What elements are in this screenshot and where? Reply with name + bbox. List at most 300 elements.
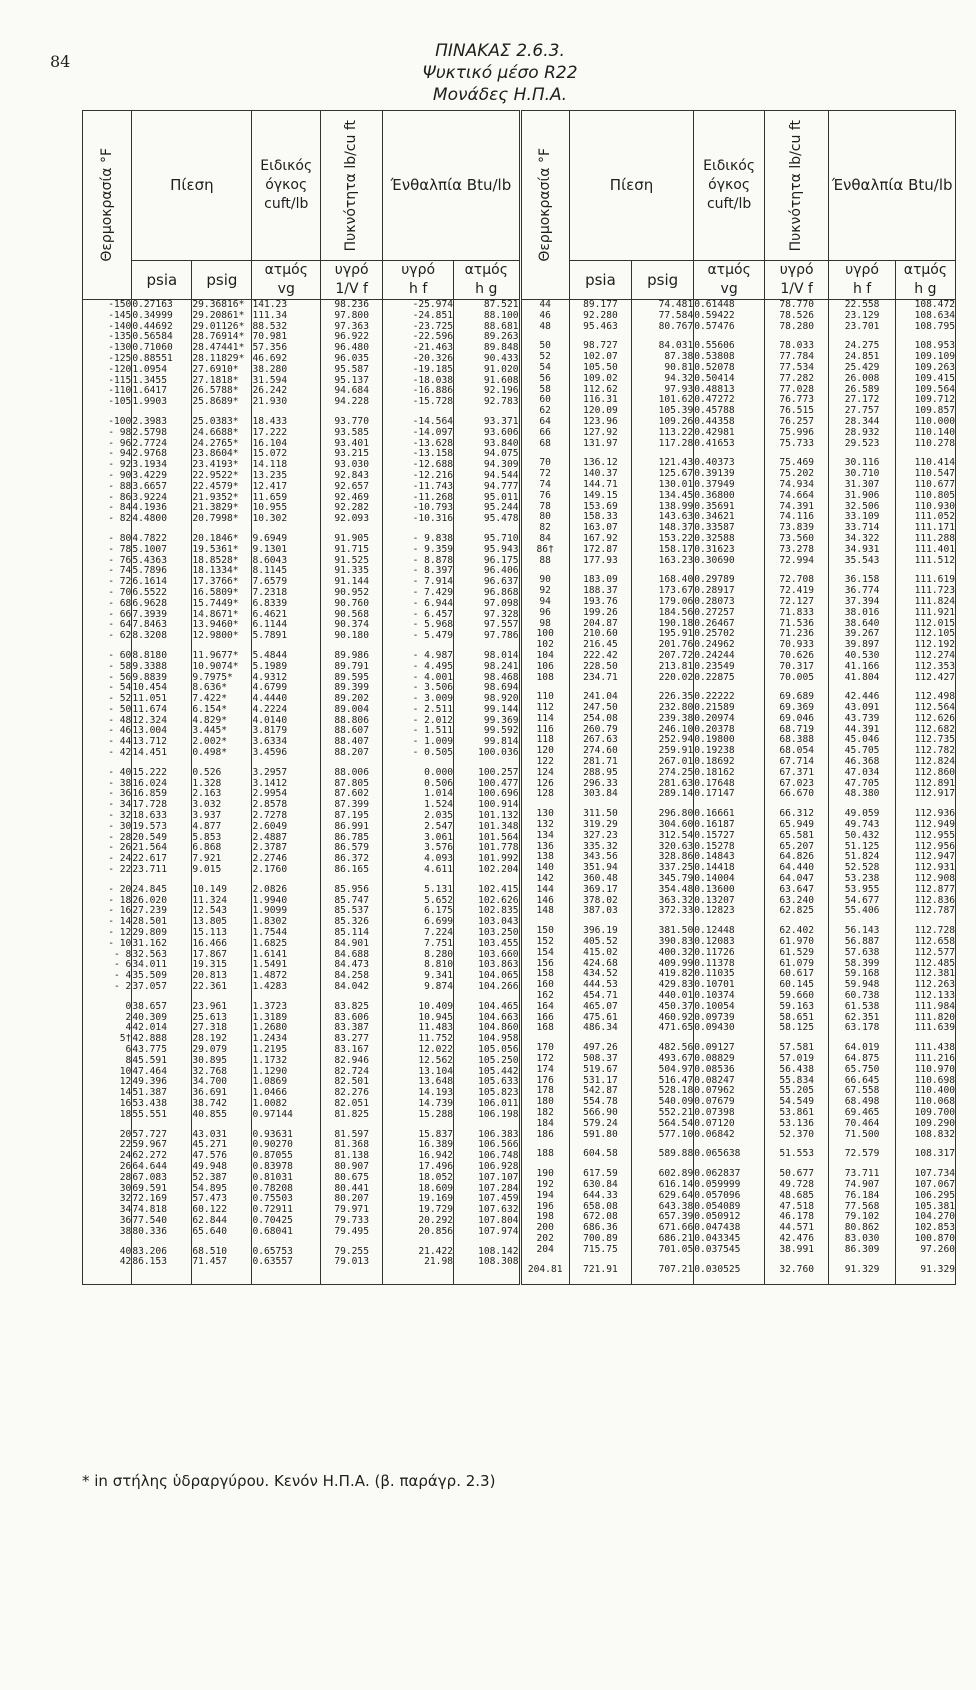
right-vapor-hg-header: ατμός h g (895, 261, 955, 300)
table-cell: 109.564 (914, 383, 955, 395)
table-cell: 90.180 (334, 630, 369, 642)
table-cell: 107.284 (478, 1182, 519, 1194)
table-cell: 686.21 (658, 1232, 694, 1244)
table-cell: 96.035 (334, 352, 369, 364)
table-cell: 111.288 (914, 532, 955, 544)
table-cell: 65.750 (844, 1063, 880, 1075)
table-cell: 58 (539, 383, 551, 395)
left-col-vf (321, 300, 383, 1285)
table-cell: 178 (536, 1085, 554, 1097)
table-cell: 39.897 (844, 639, 880, 651)
title-line-3: Μονάδες Η.Π.Α. (432, 85, 568, 105)
row-group (252, 651, 320, 759)
table-cell: 89.848 (483, 342, 519, 354)
table-cell: 591.80 (583, 1128, 618, 1140)
table-cell: 111.824 (914, 595, 955, 607)
table-cell: 30.116 (844, 457, 880, 469)
row-group (83, 534, 131, 642)
row-group (632, 809, 693, 917)
row-group (829, 341, 894, 449)
table-cell: - 7.914 (412, 576, 454, 588)
table-cell: 112.955 (914, 829, 955, 841)
left-enthalpy-header: Ένθαλπία Btu/lb (383, 111, 520, 261)
table-cell: 92 (539, 585, 551, 597)
table-cell: 15.288 (418, 1108, 454, 1120)
table-cell: 672.08 (583, 1211, 618, 1223)
table-cell: - 0.505 (412, 747, 454, 759)
table-cell: 105.633 (478, 1076, 519, 1088)
table-cell: 76.515 (779, 405, 814, 417)
table-cell: 58.651 (779, 1011, 814, 1023)
table-cell: 213.81 (658, 660, 694, 672)
table-cell: 88.681 (483, 320, 519, 332)
table-cell: 30 (119, 1182, 132, 1194)
table-cell: -19.185 (412, 363, 454, 375)
table-cell: 77.282 (779, 372, 814, 384)
table-cell: 70 (539, 457, 551, 469)
table-cell: 644.33 (583, 1189, 618, 1201)
table-cell: 86.579 (334, 842, 369, 854)
table-cell: 67.714 (779, 756, 814, 768)
table-cell: 281.71 (583, 756, 618, 768)
row-group (829, 1169, 894, 1255)
table-cell: 132 (536, 819, 554, 831)
table-cell: 13.104 (418, 1065, 454, 1077)
table-cell: 170 (536, 1042, 554, 1054)
table-cell: 172.87 (583, 543, 618, 555)
table-cell: 105.056 (478, 1044, 519, 1055)
left-col-psig (192, 300, 252, 1285)
table-cell: 24 (119, 1150, 132, 1162)
table-cell: 196 (536, 1200, 554, 1212)
table-cell: -24.851 (412, 309, 454, 321)
row-group (829, 692, 894, 800)
table-cell: 43.031 (192, 1128, 228, 1140)
left-density-header: Πυκνότητα lb/cu ft (321, 111, 383, 261)
table-cell: 106.383 (478, 1128, 519, 1140)
table-cell: 3.032 (192, 799, 222, 811)
table-cell: 22.4579* (192, 480, 239, 492)
table-cell: 70.464 (844, 1117, 880, 1129)
row-group (252, 417, 320, 525)
table-cell: 471.65 (658, 1022, 694, 1034)
table-cell: 80.207 (334, 1193, 369, 1205)
table-cell: 23.961 (192, 1000, 228, 1012)
table-cell: 104 (536, 649, 554, 661)
table-cell: 33.109 (844, 511, 880, 523)
table-cell: 5.4844 (252, 649, 288, 661)
table-cell: 45.271 (192, 1139, 228, 1151)
table-cell: 81.597 (334, 1128, 369, 1140)
table-cell: 109.700 (914, 1106, 955, 1118)
table-cell: 168 (536, 1022, 554, 1034)
table-cell: 114 (536, 712, 554, 724)
table-cell: 112.947 (914, 851, 955, 863)
row-group (252, 300, 320, 408)
row-group (829, 926, 894, 1034)
row-group (83, 1130, 131, 1238)
table-cell: 554.78 (583, 1096, 618, 1108)
table-cell: 50.432 (844, 829, 880, 841)
table-cell: 0.40373 (694, 457, 735, 469)
table-cell: 63.240 (779, 894, 814, 906)
table-cell: 204.87 (583, 617, 618, 629)
table-cell: 112.658 (914, 936, 955, 948)
table-cell: 62.272 (132, 1150, 167, 1162)
table-cell: 120 (536, 745, 554, 757)
table-cell: 143.63 (658, 511, 694, 523)
table-cell: -13.158 (412, 448, 454, 460)
row-group (765, 926, 828, 1034)
table-cell: 110 (536, 691, 554, 703)
row-group (252, 768, 320, 876)
table-cell: 18.433 (252, 415, 288, 427)
table-cell: 59.948 (844, 979, 880, 991)
table-cell: - 8.397 (412, 565, 454, 577)
table-cell: 90.568 (334, 608, 369, 620)
table-cell: 173.67 (658, 585, 694, 597)
table-cell: - 92 (108, 459, 132, 471)
table-cell: 0.41653 (694, 437, 735, 449)
table-cell: 198 (536, 1211, 554, 1223)
table-cell: 71.833 (779, 606, 814, 618)
table-cell: 70.005 (779, 671, 814, 683)
table-cell: 2 (125, 1011, 132, 1023)
table-cell: 78.280 (779, 320, 814, 332)
table-cell: 22 (119, 1139, 132, 1151)
table-cell: 630.84 (583, 1178, 618, 1190)
table-cell: 125.67 (658, 468, 694, 480)
table-cell: 59.163 (779, 1000, 814, 1012)
row-group (522, 692, 569, 800)
left-vapor-vg-header: ατμός vg (252, 261, 321, 300)
row-group (694, 1149, 764, 1160)
table-cell: 154 (536, 946, 554, 958)
row-group (694, 1043, 764, 1140)
table-cell: 93.585 (334, 426, 369, 438)
table-cell: 0.34621 (694, 511, 735, 523)
table-cell: 112.949 (914, 819, 955, 831)
left-col-vg (252, 300, 321, 1285)
table-cell: 0.81031 (252, 1171, 293, 1183)
table-cell: 53.438 (132, 1097, 167, 1109)
table-cell: 83.206 (132, 1245, 167, 1257)
table-cell: 108.832 (914, 1128, 955, 1140)
table-cell: 0.78208 (252, 1182, 293, 1194)
table-cell: 102.07 (583, 351, 618, 363)
table-cell: 38.016 (844, 606, 880, 618)
row-group (83, 768, 131, 876)
table-cell: 0.06842 (694, 1128, 735, 1140)
table-cell: 96.637 (483, 576, 519, 588)
table-cell: 54.677 (844, 894, 880, 906)
table-cell: 12.324 (132, 714, 167, 726)
table-cell: 69.591 (132, 1182, 167, 1194)
table-cell: 319.29 (583, 819, 618, 831)
table-cell: 18.609 (418, 1182, 454, 1194)
table-cell: - 70 (108, 586, 132, 598)
table-cell: 153.69 (583, 500, 618, 512)
table-cell: 86.991 (334, 820, 369, 832)
table-cell: 1.4283 (252, 981, 288, 993)
table-cell: 79.102 (844, 1211, 880, 1223)
table-cell: - 54 (108, 682, 132, 694)
row-group (383, 1130, 453, 1238)
row-group (765, 692, 828, 800)
row-group (383, 417, 453, 525)
refrigerant-table (82, 110, 956, 1285)
table-cell: 1.9940 (252, 894, 288, 906)
table-cell: 8.8180 (132, 649, 167, 661)
table-cell: 24.851 (844, 351, 880, 363)
table-cell: 1.9903 (132, 396, 167, 408)
table-cell: 0.53808 (694, 351, 735, 363)
table-cell: -13.628 (412, 437, 454, 449)
table-cell: 4.7822 (132, 532, 167, 544)
table-cell: 274.25 (658, 766, 694, 778)
table-cell: 6.5522 (132, 586, 167, 598)
table-cell: 20.7998* (192, 513, 239, 525)
table-cell: 192 (536, 1178, 554, 1190)
table-cell: 166 (536, 1011, 554, 1023)
table-cell: 0.050912 (694, 1211, 741, 1223)
table-cell: 109.712 (914, 394, 955, 406)
table-cell: 83.167 (334, 1044, 369, 1055)
table-cell: 3.1412 (252, 777, 288, 789)
table-cell: 24.845 (132, 883, 167, 895)
table-cell: - 90 (108, 469, 132, 481)
table-cell: 1.2195 (252, 1044, 288, 1055)
table-cell: 44 (539, 299, 551, 310)
table-cell: 49.059 (844, 808, 880, 820)
table-cell: 95.943 (483, 543, 519, 555)
row-group (896, 341, 955, 449)
table-cell: 9.7975* (192, 671, 233, 683)
table-cell: 72.419 (779, 585, 814, 597)
table-cell: 167.92 (583, 532, 618, 544)
table-cell: 54 (539, 361, 551, 373)
table-cell: 9.341 (424, 970, 454, 982)
table-cell: 0.10701 (694, 979, 735, 991)
table-cell: 60.617 (779, 968, 814, 980)
table-cell: 57.727 (132, 1128, 167, 1140)
table-cell: 90.81 (664, 361, 694, 373)
table-cell: 12.417 (252, 480, 288, 492)
table-cell: 396.19 (583, 925, 618, 937)
table-cell: 49.728 (779, 1178, 814, 1190)
table-cell: 95.478 (483, 513, 519, 525)
table-cell: 148 (536, 905, 554, 917)
row-group (252, 534, 320, 642)
table-cell: 67.083 (132, 1171, 167, 1183)
table-cell: 2.7278 (252, 810, 288, 822)
table-cell: 42.014 (132, 1022, 167, 1034)
row-group (896, 1169, 955, 1255)
table-cell: 104.266 (478, 981, 519, 993)
table-cell: 17.222 (252, 426, 288, 438)
table-cell: 57.581 (779, 1042, 814, 1054)
table-cell: 4.6799 (252, 682, 288, 694)
table-cell: 94 (539, 595, 551, 607)
table-cell: 111.171 (914, 522, 955, 534)
row-group (83, 1247, 131, 1269)
table-cell: - 12 (108, 927, 132, 939)
table-cell: 80.907 (334, 1160, 369, 1172)
table-cell: 64.440 (779, 862, 814, 874)
row-group (632, 575, 693, 683)
table-cell: -14.097 (412, 426, 454, 438)
table-cell: - 9.838 (412, 532, 454, 544)
table-cell: 108.472 (914, 299, 955, 310)
table-cell: 24.2765* (192, 437, 239, 449)
table-cell: 465.07 (583, 1000, 618, 1012)
table-cell: 52.387 (192, 1171, 228, 1183)
row-group (522, 341, 569, 449)
row-group (383, 1002, 453, 1121)
table-cell: 3.2957 (252, 766, 288, 778)
table-cell: 37.057 (132, 981, 167, 993)
table-cell: - 18 (108, 894, 132, 906)
table-cell: 16 (119, 1097, 132, 1109)
table-cell: 216.45 (583, 639, 618, 651)
table-cell: 23.4193* (192, 459, 239, 471)
table-cell: 78.770 (779, 299, 814, 310)
table-cell: 190.18 (658, 617, 694, 629)
table-cell: 36.691 (192, 1087, 228, 1099)
table-cell: 62.351 (844, 1011, 880, 1023)
table-cell: 105.381 (914, 1200, 955, 1212)
table-cell: 42 (119, 1256, 132, 1268)
table-cell: 188 (536, 1148, 554, 1160)
table-cell: 61.079 (779, 957, 814, 969)
table-cell: - 72 (108, 576, 132, 588)
table-cell: 38.657 (132, 1000, 167, 1012)
table-cell: 53.861 (779, 1106, 814, 1118)
table-cell: 9.015 (192, 864, 222, 876)
table-cell: 671.66 (658, 1222, 694, 1234)
table-cell: - 22 (108, 864, 132, 876)
table-cell: 42.476 (779, 1232, 814, 1244)
table-cell: 84.688 (334, 948, 369, 960)
table-cell: 112.498 (914, 691, 955, 703)
table-cell: 369.17 (583, 883, 618, 895)
table-cell: 96 (539, 606, 551, 618)
table-cell: 106 (536, 660, 554, 672)
table-cell: 616.14 (658, 1178, 694, 1190)
table-cell: 312.54 (658, 829, 694, 841)
table-cell: 34.700 (192, 1076, 228, 1088)
left-pressure-header: Πίεση (132, 111, 252, 261)
table-cell: 111.438 (914, 1042, 955, 1054)
table-cell: 72.579 (844, 1148, 880, 1160)
table-cell: 5.853 (192, 831, 222, 843)
table-cell: 686.36 (583, 1222, 618, 1234)
row-group (454, 534, 519, 642)
table-cell: - 6.944 (412, 597, 454, 609)
table-cell: 28.192 (192, 1033, 228, 1045)
table-cell: 0.07962 (694, 1085, 735, 1097)
table-cell: 415.02 (583, 946, 618, 958)
table-cell: 28.47441* (192, 342, 245, 354)
table-cell: 0.043345 (694, 1232, 741, 1244)
table-cell: 29.079 (192, 1044, 228, 1055)
table-cell: 112.015 (914, 617, 955, 629)
table-cell: 90.433 (483, 352, 519, 364)
table-cell: - 6 (114, 959, 132, 971)
table-cell: 202 (536, 1232, 554, 1244)
table-cell: 4.877 (192, 820, 222, 832)
row-group (321, 300, 382, 408)
table-cell: 8.3208 (132, 630, 167, 642)
table-cell: 60.738 (844, 990, 880, 1002)
table-cell: 110.970 (914, 1063, 955, 1075)
table-cell: 5.7896 (132, 565, 167, 577)
table-cell: 69.465 (844, 1106, 880, 1118)
table-cell: - 4.987 (412, 649, 454, 661)
row-group (454, 1002, 519, 1121)
left-psia-header: psia (132, 261, 192, 300)
table-cell: 163.23 (658, 554, 694, 566)
table-cell: 29.01126* (192, 320, 245, 332)
table-cell: 91.020 (483, 363, 519, 375)
table-cell: 440.01 (658, 990, 694, 1002)
table-cell: 148.37 (658, 522, 694, 534)
table-cell: 72.127 (779, 595, 814, 607)
table-cell: 6 (125, 1044, 132, 1055)
table-cell: 4.4800 (132, 513, 167, 525)
table-cell: 84.258 (334, 970, 369, 982)
table-cell: 0.34999 (132, 309, 173, 321)
table-cell: 0.19238 (694, 745, 735, 757)
table-cell: 111.820 (914, 1011, 955, 1023)
table-cell: 34.322 (844, 532, 880, 544)
table-cell: 108.795 (914, 320, 955, 332)
table-cell: - 4.495 (412, 660, 454, 672)
table-cell: 1.2434 (252, 1033, 288, 1045)
row-group (132, 300, 191, 408)
row-group (83, 651, 131, 759)
table-cell: 0.32588 (694, 532, 735, 544)
table-cell: 0.12823 (694, 905, 735, 917)
table-cell: 74.818 (132, 1204, 167, 1216)
table-cell: 0.15278 (694, 840, 735, 852)
table-cell: 9.6949 (252, 532, 288, 544)
table-cell: 97.93 (664, 383, 694, 395)
row-group (522, 1149, 569, 1160)
table-cell: 234.71 (583, 671, 618, 683)
table-cell: 1.0082 (252, 1097, 288, 1109)
table-cell: - 94 (108, 448, 132, 460)
table-cell: 21.3829* (192, 502, 239, 514)
table-cell: 52.370 (779, 1128, 814, 1140)
row-group (383, 1247, 453, 1269)
table-cell: 111.34 (252, 309, 288, 321)
table-cell: 45.046 (844, 734, 880, 746)
table-cell: 1.3189 (252, 1011, 288, 1023)
table-cell: - 5.968 (412, 619, 454, 631)
table-cell: 28.11829* (192, 352, 245, 364)
table-cell: 188.37 (583, 585, 618, 597)
table-cell: 6.154* (192, 703, 228, 715)
row-group (829, 809, 894, 917)
table-cell: 13.9460* (192, 619, 239, 631)
table-cell: 60.122 (192, 1204, 228, 1216)
table-cell: 86.309 (844, 1243, 880, 1255)
table-cell: 17.3766* (192, 576, 239, 588)
table-cell: 70.626 (779, 649, 814, 661)
table-cell: 30.710 (844, 468, 880, 480)
table-cell: 86.785 (334, 831, 369, 843)
